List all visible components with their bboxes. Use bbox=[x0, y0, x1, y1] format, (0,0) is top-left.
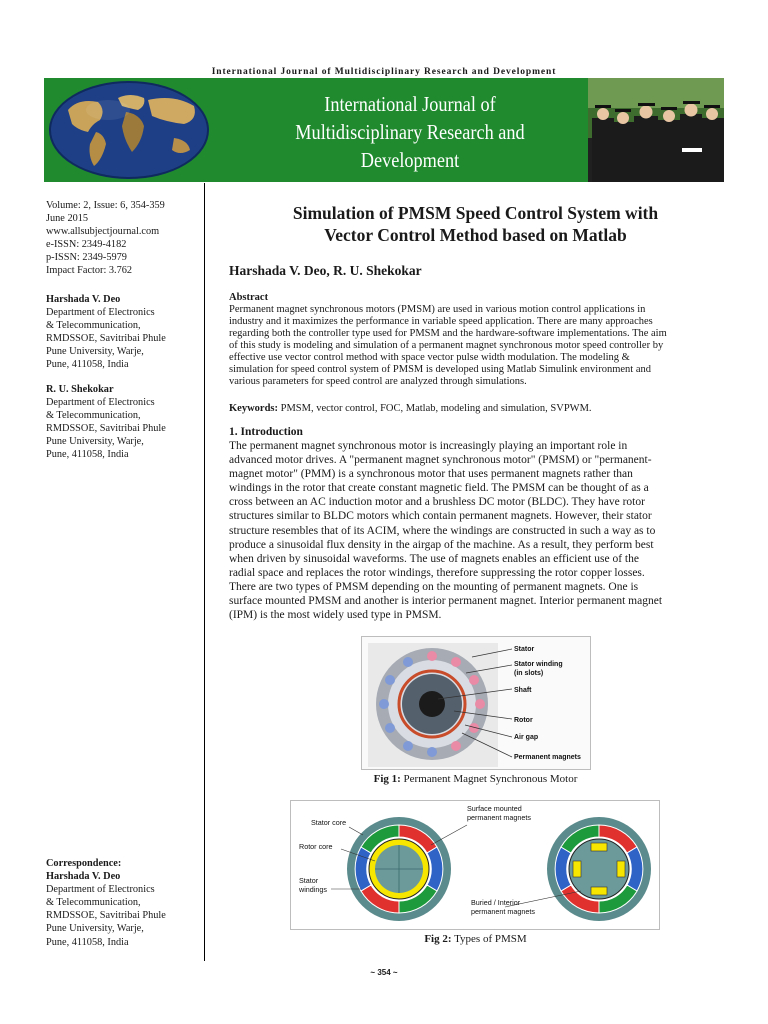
fig1-caption bbox=[229, 773, 722, 785]
affiliation-line: RMDSSOE, Savitribai Phule bbox=[46, 423, 166, 435]
fig2-label: Rotor core bbox=[299, 842, 333, 851]
affiliation-line: Department of Electronics bbox=[46, 307, 155, 319]
banner-title-line: International Journal of bbox=[324, 92, 496, 116]
correspondence-name: Harshada V. Deo bbox=[46, 871, 121, 883]
fig2-label: Stator bbox=[299, 876, 319, 885]
pmsm-types-diagram bbox=[291, 801, 661, 931]
fig1-label: (in slots) bbox=[514, 670, 544, 677]
surface-mounted-motor bbox=[347, 817, 451, 921]
fig2-label: windings bbox=[299, 885, 327, 894]
affiliation-line: Pune, 411058, India bbox=[46, 936, 129, 948]
affiliation-line: Pune University, Warje, bbox=[46, 923, 144, 935]
fig1-caption-text: Permanent Magnet Synchronous Motor bbox=[403, 773, 578, 785]
figure-pmsm-types bbox=[290, 800, 660, 930]
intro-line: structure resembles that of its ACIM, where the windings are constructed in such a way as to bbox=[229, 524, 656, 537]
figure-pmsm-cross-section bbox=[361, 636, 591, 770]
fig2-caption bbox=[229, 933, 722, 945]
affiliation-line: Pune, 411058, India bbox=[46, 359, 129, 371]
introduction-heading: 1. Introduction bbox=[229, 426, 303, 438]
fig1-label: Shaft bbox=[514, 687, 532, 694]
fig2-caption-text: Types of PMSM bbox=[454, 933, 527, 945]
keywords-label: Keywords: bbox=[229, 403, 278, 414]
author2-name: R. U. Shekokar bbox=[46, 384, 114, 395]
abstract-line: of this study is modeling and simulation of a permanent magnet synchronous motor speed controller by bbox=[229, 340, 664, 351]
abstract-line: effective use vector control method with space vector pulse width modulation. The modeling & bbox=[229, 352, 630, 363]
abstract-line: Permanent magnet synchronous motors (PMSM) are used in various motion control applications in bbox=[229, 304, 646, 315]
fig1-label: Rotor bbox=[514, 717, 533, 724]
abstract-heading: Abstract bbox=[229, 292, 269, 303]
affiliation-line: & Telecommunication, bbox=[46, 410, 141, 422]
issue-date: June 2015 bbox=[46, 213, 89, 225]
author2-affiliation bbox=[46, 383, 201, 462]
affiliation-line: Department of Electronics bbox=[46, 884, 155, 896]
title-line: Simulation of PMSM Speed Control System with bbox=[292, 203, 659, 223]
abstract-line: simulation for speed control system of PMSM is developed using Matlab Simulink environment and bbox=[229, 364, 651, 375]
fig1-label: Stator winding bbox=[514, 661, 563, 668]
affiliation-line: Pune University, Warje, bbox=[46, 436, 144, 448]
intro-line: when driven by sinusoidal waveforms. The use of magnets enables an efficient use of the bbox=[229, 552, 639, 565]
interior-magnet-motor bbox=[547, 817, 651, 921]
introduction-body bbox=[229, 439, 722, 622]
correspondence-block bbox=[46, 857, 201, 949]
keywords bbox=[229, 403, 722, 414]
journal-website: www.allsubjectjournal.com bbox=[46, 226, 160, 238]
banner-title bbox=[274, 90, 546, 174]
fig1-label: Air gap bbox=[514, 734, 539, 741]
intro-line: surface mounted PMSM and another is interior permanent magnet. Interior permanent magnet bbox=[229, 595, 663, 608]
fig1-label: Stator bbox=[514, 646, 535, 653]
intro-line: produce a sinusoidal flux density in the airgap of the machine. As a result, they perform best bbox=[229, 538, 654, 551]
pmsm-diagram bbox=[362, 637, 592, 771]
page-number: ~ 354 ~ bbox=[370, 968, 398, 977]
fig1-caption-label: Fig 1: bbox=[373, 773, 401, 785]
journal-meta bbox=[46, 199, 201, 278]
abstract-line: regarding both the controller type used for PMSM and the hardware-software implementations. The aim bbox=[229, 328, 667, 339]
affiliation-line: & Telecommunication, bbox=[46, 897, 141, 909]
e-issn: e-ISSN: 2349-4182 bbox=[46, 239, 127, 251]
intro-line: advanced motor drives. A "permanent magnet synchronous motor" (PMSM) or "permanent- bbox=[229, 454, 652, 467]
abstract-line: industry and it maximizes the performance in variable speed application. There are many approaches bbox=[229, 316, 653, 327]
article-title bbox=[229, 202, 722, 246]
fig2-label: permanent magnets bbox=[467, 813, 531, 822]
fig2-label: permanent magnets bbox=[471, 907, 535, 916]
fig2-label: Stator core bbox=[311, 818, 347, 827]
intro-line: cross between an AC induction motor and a brushless DC motor (BLDC). They have rotor bbox=[229, 496, 645, 509]
intro-line: magnet motor" (PMM) is a synchronous motor that uses permanent magnets rather than bbox=[229, 468, 633, 481]
impact-factor: Impact Factor: 3.762 bbox=[46, 265, 133, 277]
intro-line: radial space and replaces the rotor windings, therefore suppressing the rotor copper losses. bbox=[229, 566, 645, 579]
title-line: Vector Control Method based on Matlab bbox=[324, 225, 627, 245]
affiliation-line: Pune, 411058, India bbox=[46, 449, 129, 461]
affiliation-line: Pune University, Warje, bbox=[46, 346, 144, 358]
affiliation-line: RMDSSOE, Savitribai Phule bbox=[46, 333, 166, 345]
p-issn: p-ISSN: 2349-5979 bbox=[46, 252, 127, 264]
abstract-body bbox=[229, 304, 722, 388]
keywords-list: PMSM, vector control, FOC, Matlab, modeling and simulation, SVPWM. bbox=[280, 403, 592, 414]
abstract-line: various parameters for speed control are analyzed through simulations. bbox=[229, 376, 527, 387]
graduates-photo bbox=[588, 78, 724, 182]
fig2-label: Buried / Interior bbox=[471, 898, 521, 907]
intro-line: The permanent magnet synchronous motor is increasingly playing an important role in bbox=[229, 440, 628, 452]
intro-line: (IPM) is the most widely used type in PMSM. bbox=[229, 609, 442, 622]
journal-running-head: International Journal of Multidisciplinary Research and Development bbox=[211, 67, 557, 77]
intro-line: structures similar to BLDC motors which contain permanent magnets. However, their stator bbox=[229, 510, 652, 523]
column-divider bbox=[204, 183, 205, 961]
affiliation-line: RMDSSOE, Savitribai Phule bbox=[46, 910, 166, 922]
affiliation-line: & Telecommunication, bbox=[46, 320, 141, 332]
shaft bbox=[419, 691, 445, 717]
banner-title-line: Development bbox=[360, 148, 460, 172]
banner-title-line: Multidisciplinary Research and bbox=[295, 120, 525, 144]
correspondence-label: Correspondence: bbox=[46, 858, 122, 869]
volume-issue: Volume: 2, Issue: 6, 354-359 bbox=[46, 200, 165, 211]
intro-line: windings in the rotor that create constant magnetic field. The PMSM can be thought of as a bbox=[229, 482, 649, 495]
fig2-caption-label: Fig 2: bbox=[424, 933, 452, 945]
author1-name: Harshada V. Deo bbox=[46, 294, 121, 305]
globe-icon bbox=[48, 80, 210, 180]
fig2-label: Surface mounted bbox=[467, 804, 522, 813]
author1-affiliation bbox=[46, 293, 201, 372]
journal-banner bbox=[44, 78, 724, 182]
intro-line: There are two types of PMSM depending on the mounting of permanent magnets. One is bbox=[229, 580, 639, 593]
fig1-label: Permanent magnets bbox=[514, 754, 581, 761]
affiliation-line: Department of Electronics bbox=[46, 397, 155, 409]
article-authors: Harshada V. Deo, R. U. Shekokar bbox=[229, 263, 422, 278]
